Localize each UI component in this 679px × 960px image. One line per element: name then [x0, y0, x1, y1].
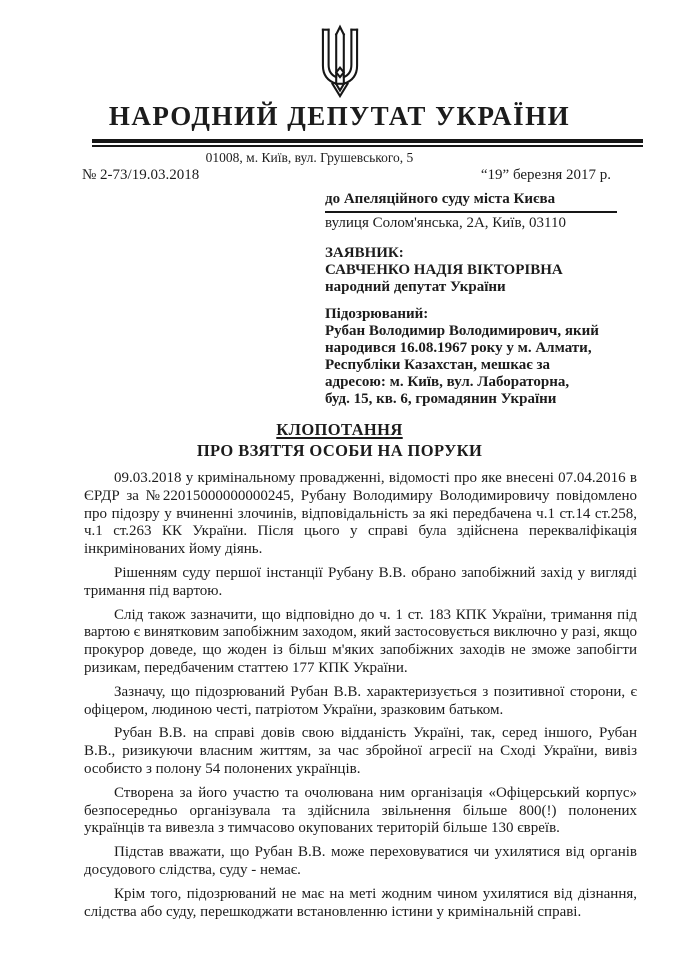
- addressee-block: [325, 191, 679, 408]
- suspect-line: народився 16.08.1967 року у м. Алмати,: [325, 340, 592, 356]
- applicant-block: [325, 245, 679, 296]
- document-title-main: КЛОПОТАННЯ: [276, 420, 403, 439]
- suspect-line: Рубан Володимир Володимирович, який: [325, 323, 599, 339]
- suspect-label: Підозрюваний:: [325, 306, 429, 322]
- body-paragraph: Рубан В.В. на справі довів свою відданість Україні, так, серед іншого, Рубан В.В., ризикуючи власним життям, за час збройної агресії на Сході України, вивіз особисто з полону 54 полонених українців.: [84, 725, 637, 777]
- body-paragraph: Крім того, підозрюваний не має на меті жодним чином ухилятися від дізнання, слідства або суду, перешкоджати встановленню істини у кримінальній справі.: [84, 885, 637, 920]
- trident-emblem-icon: [316, 24, 364, 98]
- reference-row: [82, 167, 611, 184]
- org-title: НАРОДНИЙ ДЕПУТАТ УКРАЇНИ: [108, 101, 571, 131]
- body-paragraph: Рішенням суду першої інстанції Рубану В.В. обрано запобіжний захід у вигляді тримання під вартою.: [84, 564, 637, 599]
- applicant-name: САВЧЕНКО НАДІЯ ВІКТОРІВНА: [325, 262, 563, 278]
- applicant-role: народний депутат України: [325, 279, 506, 295]
- letterhead-emblem-area: [0, 0, 679, 98]
- body-paragraph: Підстав вважати, що Рубан В.В. може переховуватися чи ухилятися від органів досудового слідства, суду - немає.: [84, 844, 637, 878]
- document-body: [84, 470, 637, 921]
- suspect-line: Республіки Казахстан, мешкає за: [325, 357, 550, 373]
- recipient-address: вулиця Солом'янська, 2А, Київ, 03110: [325, 215, 567, 231]
- applicant-label: ЗАЯВНИК:: [325, 245, 404, 261]
- letterhead-divider: [92, 139, 643, 147]
- document-title-subtitle: ПРО ВЗЯТТЯ ОСОБИ НА ПОРУКИ: [196, 441, 483, 460]
- suspect-line: адресою: м. Київ, вул. Лабораторна,: [325, 374, 570, 390]
- body-paragraph: Створена за його участю та очолювана ним організація «Офіцерський корпус» безпосередньо організувала та здійснила звільнення більше 800(!) полонених українців та вивезла з тимчасово окупованих територій більше 130 євреїв.: [84, 784, 637, 837]
- body-paragraph: Зазначу, що підозрюваний Рубан В.В. характеризується з позитивної сторони, є офіцером, людиною честі, патріотом України, зразковим батьком.: [84, 683, 637, 718]
- org-address: 01008, м. Київ, вул. Грушевського, 5: [205, 150, 414, 165]
- document-title: [0, 419, 679, 461]
- suspect-line: буд. 15, кв. 6, громадянин України: [325, 391, 557, 407]
- recipient-court: до Апеляційного суду міста Києва: [325, 191, 617, 213]
- suspect-block: [325, 306, 679, 408]
- body-paragraph: 09.03.2018 у кримінальному провадженні, відомості про яке внесені 07.04.2016 в ЄРДР за №22015000000000245, Рубану Володимиру Володимировичу повідомлено про підозру у вчиненні злочинів, відповідальність за які передбачена ч.1 ст.14 ст.258, ч.1 ст.263 КК України. Після цього у справі була здійснена перекваліфікація інкримінованих йому діянь.: [84, 470, 637, 558]
- reference-number: № 2-73/19.03.2018: [82, 167, 200, 183]
- document-date: “19” березня 2017 р.: [480, 167, 611, 183]
- body-paragraph: Слід також зазначити, що відповідно до ч. 1 ст. 183 КПК України, тримання під вартою є винятковим запобіжним заходом, який застосовується виключно у разі, якщо прокурор доведе, що жоден із більш м'яких запобіжних заходів не зможе запобігти ризикам, передбаченим статтею 177 КПК України.: [84, 606, 638, 676]
